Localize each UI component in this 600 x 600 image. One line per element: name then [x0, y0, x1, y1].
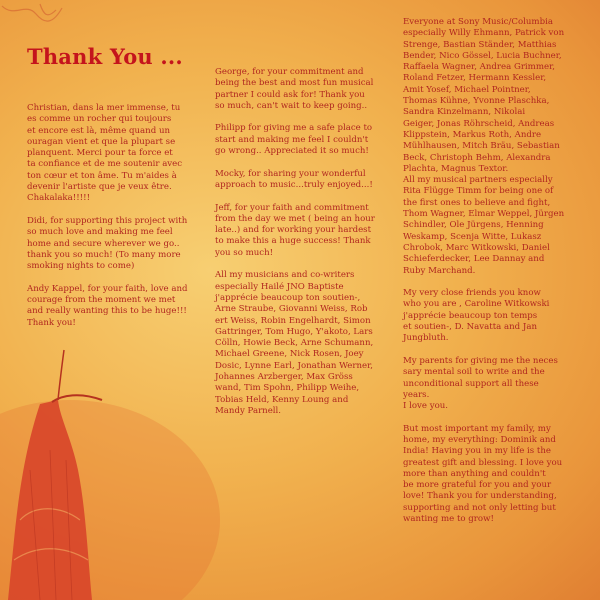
- paragraph-jeff: Jeff, for your faith and commitment from the day we met ( being an hour late..) and for working your hardest to make this a huge success! Thank you so much!: [215, 202, 375, 258]
- paragraph-parents: My parents for giving me the neces sary mental soil to write and the unconditional support all these years. I love you.: [403, 355, 558, 412]
- paragraph-andy-kappel: Andy Kappel, for your faith, love and courage from the moment we met and really wanting this to be huge!!! Thank you!: [27, 283, 188, 328]
- page-title: Thank You ...: [27, 44, 183, 69]
- paragraph-didi: Didi, for supporting this project with so much love and making me feel home and secure wherever we go.. thank you so much! (To many more smoking nights to come): [27, 215, 188, 272]
- paragraph-christian: Christian, dans la mer immense, tu es comme un rocher qui toujours et encore est là, même quand un ouragan vient et que la plupart se planquent. Merci pour ta force et ta confiance et de me soutenir avec ton cœur et ton âme. Tu m'aides à devenir l'artiste que je veux être. Chakalaka!!!!!: [27, 103, 183, 204]
- text-column-right: [403, 17, 583, 537]
- paragraph-family: But most important my family, my home, my everything: Dominik and India! Having you in my life is the greatest gift and blessing. I love you more than anything and couldn't be more grateful for you and your love! Thank you for understanding, supporting and not only letting but wanting me to grow!: [403, 423, 563, 525]
- paragraph-mocky: Mocky, for sharing your wonderful approach to music...truly enjoyed...!: [215, 168, 373, 190]
- paragraph-george: George, for your commitment and being the best and most fun musical partner I could ask for! Thank you so much, can't wait to keep going..: [215, 67, 374, 111]
- text-column-middle: [215, 67, 391, 429]
- paragraph-philipp: Philipp for giving me a safe place to start and making me feel I couldn't go wrong.. Appreciated it so much!: [215, 123, 373, 157]
- paragraph-musicians: All my musicians and co-writers especially Hailé JNO Baptiste j'apprécie beaucoup ton soutien-, Arne Straube, Giovanni Weiss, Rob ert Weiss, Robin Engelhardt, Simon Gattringer, Tom Hugo, Y'akoto, Lars Cölln, Howie Beck, Arne Schumann, Michael Greene, Nick Rosen, Joey Dosic, Lynne Earl, Jonathan Werner, Johannes Arzberger, Max Gröss wand, Tim Spohn, Philipp Weihe, Tobias Held, Kenny Loung and Mandy Parnell.: [215, 270, 374, 416]
- scrawl-decoration: [2, 4, 62, 21]
- text-column-left: [27, 103, 205, 340]
- paragraph-friends: My very close friends you know who you are , Caroline Witkowski j'apprécie beaucoup ton temps et soutien-, D. Navatta and Jan Jungbluth.: [403, 288, 550, 344]
- paragraph-sony-music: Everyone at Sony Music/Columbia especially Willy Ehmann, Patrick von Strenge, Bastian Ständer, Matthias Bender, Nico Gössel, Lucia Buchner, Raffaela Wagner, Andrea Grimmer, Roland Fetzer, Hermann Kessler, Amit Yosef, Michael Pointner, Thomas Kühne, Yvonne Plaschka, Sandra Kinzelmann, Nikolai Geiger, Jonas Röhrscheid, Andreas Klippstein, Markus Roth, Andre Mühlhausen, Mitch Bräu, Sebastian Beck, Christoph Behm, Alexandra Plachta, Magnus Textor. All my musical partners especially Rita Flügge Timm for being one of the first ones to believe and fight, Thom Wagner, Elmar Weppel, Jürgen Schindler, Ole Jürgens, Henning Weskamp, Scenja Witte, Lukasz Chrobok, Marc Witkowski, Daniel Schieferdecker, Lee Dannay and Ruby Marchand.: [403, 17, 565, 276]
